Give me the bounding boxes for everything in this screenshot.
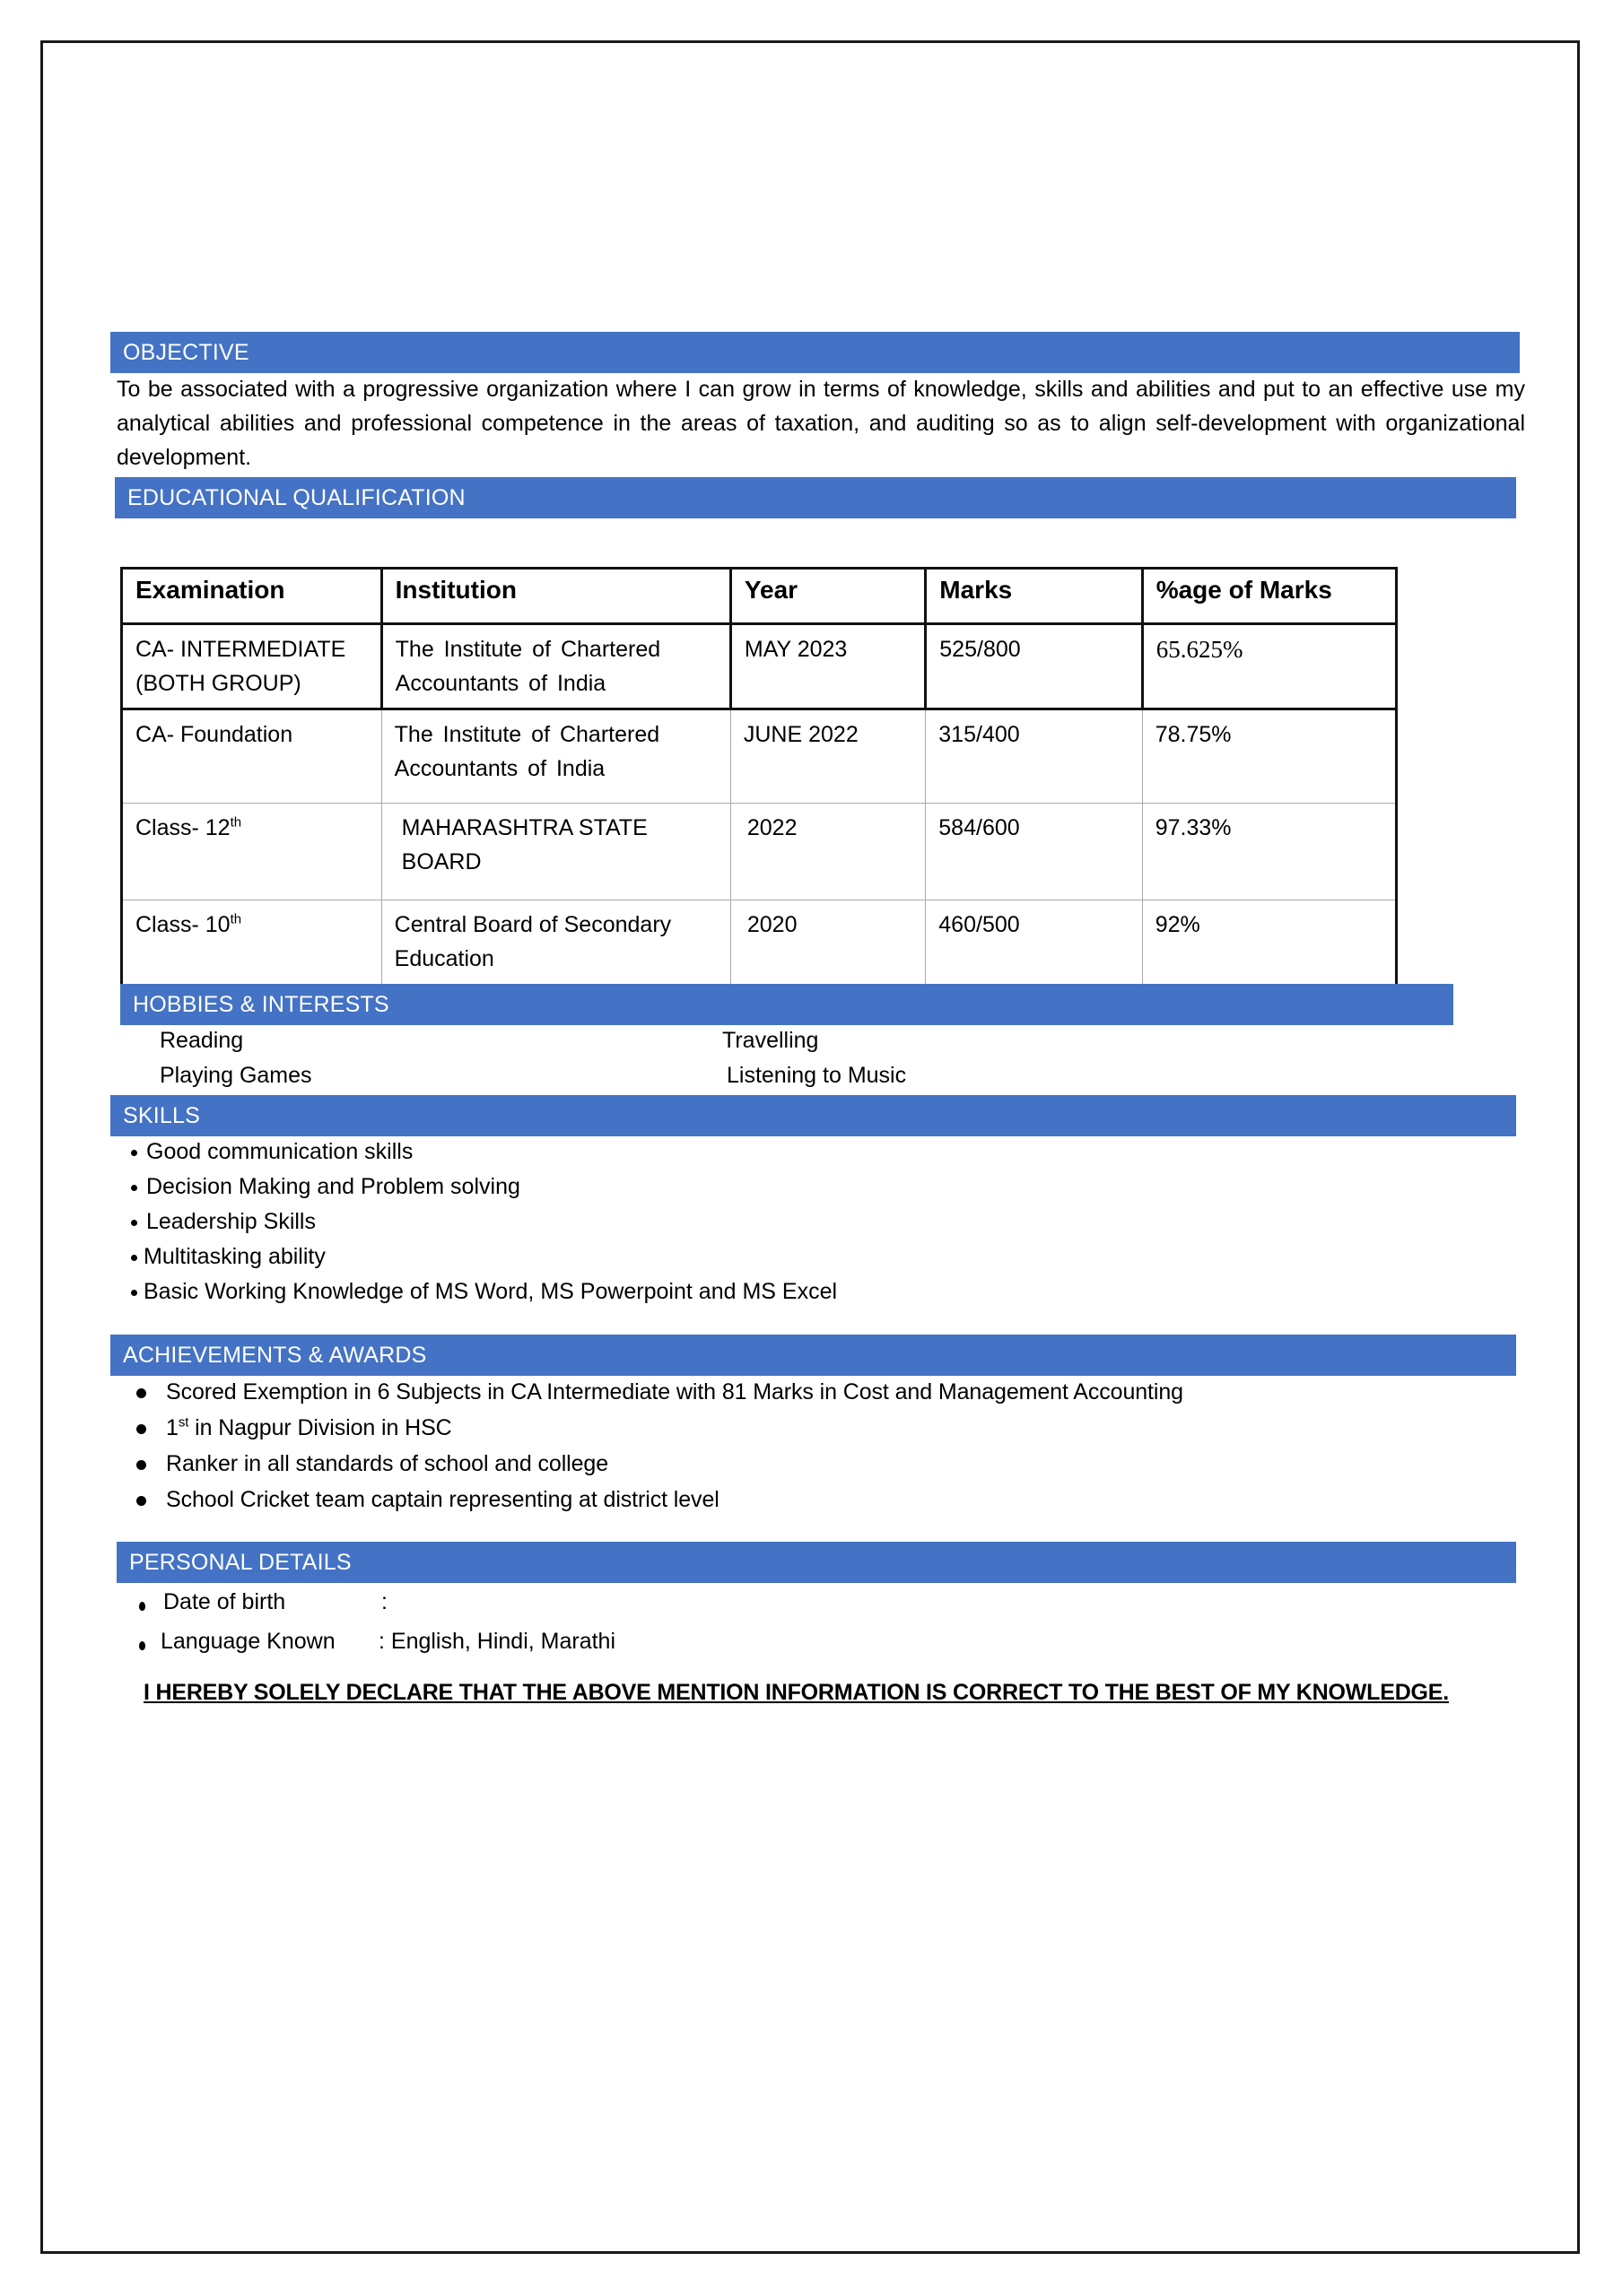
table-row — [122, 624, 1397, 709]
bullet-icon — [136, 1496, 146, 1506]
hobby-item: Listening to Music — [727, 1063, 907, 1088]
achievement-text: Scored Exemption in 6 Subjects in CA Intermediate with 81 Marks in Cost and Management Accounting — [166, 1379, 1183, 1405]
detail-value: : English, Hindi, Marathi — [379, 1629, 616, 1654]
detail-value: : — [381, 1589, 388, 1614]
skill-text: Multitasking ability — [144, 1244, 326, 1269]
skill-text: Decision Making and Problem solving — [146, 1174, 520, 1199]
cell-examination: CA- Foundation — [122, 709, 382, 804]
cell-institution: MAHARASHTRA STATE BOARD — [381, 804, 730, 900]
table-header-row — [122, 569, 1397, 624]
hobby-item: Travelling — [722, 1028, 819, 1053]
bullet-icon — [131, 1185, 137, 1191]
cell-institution: The Institute of Chartered Accountants of India — [381, 709, 730, 804]
column-header-marks: Marks — [926, 569, 1142, 624]
skills-list — [131, 1135, 837, 1309]
cell-year: JUNE 2022 — [730, 709, 925, 804]
declaration-text: I HEREBY SOLELY DECLARE THAT THE ABOVE MENTION INFORMATION IS CORRECT TO THE BEST OF MY KNOWLEDGE. — [144, 1680, 1450, 1705]
bullet-icon — [131, 1150, 137, 1156]
bullet-icon — [131, 1255, 137, 1261]
hobby-item: Playing Games — [160, 1063, 312, 1088]
hobby-item: Reading — [160, 1028, 244, 1053]
exam-ordinal: th — [230, 814, 242, 831]
achievement-text: 1 — [166, 1415, 179, 1440]
table-row — [122, 804, 1397, 900]
list-item — [131, 1170, 837, 1205]
detail-label: Date of birth — [163, 1589, 286, 1614]
cell-marks: 460/500 — [926, 900, 1142, 994]
detail-label: Language Known — [161, 1629, 336, 1654]
cell-year: 2022 — [730, 804, 925, 900]
cell-examination — [122, 804, 382, 900]
achievement-ordinal: st — [178, 1414, 189, 1431]
section-header-hobbies: HOBBIES & INTERESTS — [120, 984, 1453, 1025]
section-header-personal: PERSONAL DETAILS — [117, 1542, 1516, 1583]
bullet-icon — [136, 1424, 146, 1434]
cell-marks: 525/800 — [926, 624, 1142, 709]
objective-text: To be associated with a progressive organization where I can grow in terms of knowledge, skills and abilities and put to an effective use my analytical abilities and professional competence in the areas of taxation, and auditing so as to align self-development with organizational development. — [117, 377, 1525, 470]
list-item — [136, 1374, 1183, 1410]
cell-institution: Central Board of Secondary Education — [381, 900, 730, 994]
bullet-icon — [139, 1602, 145, 1611]
column-header-percentage: %age of Marks — [1142, 569, 1396, 624]
skill-text: Good communication skills — [146, 1139, 414, 1164]
list-item — [131, 1274, 837, 1309]
cell-year: MAY 2023 — [730, 624, 925, 709]
cell-marks: 315/400 — [926, 709, 1142, 804]
section-header-education: EDUCATIONAL QUALIFICATION — [115, 477, 1516, 518]
cell-examination — [122, 900, 382, 994]
list-item — [136, 1482, 1183, 1518]
bullet-icon — [139, 1641, 145, 1650]
cell-percentage: 78.75% — [1142, 709, 1396, 804]
achievement-text-cont: in Nagpur Division in HSC — [188, 1415, 452, 1440]
list-item — [131, 1135, 837, 1170]
cell-percentage: 92% — [1142, 900, 1396, 994]
cell-institution: The Institute of Chartered Accountants of India — [381, 624, 730, 709]
bullet-icon — [136, 1460, 146, 1470]
bullet-icon — [136, 1388, 146, 1398]
table-row — [122, 900, 1397, 994]
cell-year: 2020 — [730, 900, 925, 994]
column-header-examination: Examination — [122, 569, 382, 624]
list-item — [139, 1622, 615, 1661]
column-header-year: Year — [730, 569, 925, 624]
skill-text: Leadership Skills — [146, 1209, 316, 1234]
table-row — [122, 709, 1397, 804]
list-item — [139, 1582, 615, 1622]
exam-label: Class- 10 — [135, 912, 231, 937]
cell-marks: 584/600 — [926, 804, 1142, 900]
section-header-skills: SKILLS — [110, 1095, 1516, 1136]
achievements-list — [136, 1374, 1183, 1518]
section-header-achievements: ACHIEVEMENTS & AWARDS — [110, 1335, 1516, 1376]
bullet-icon — [131, 1290, 137, 1296]
exam-ordinal: th — [230, 911, 242, 927]
exam-label: Class- 12 — [135, 815, 231, 840]
section-header-objective: OBJECTIVE — [110, 332, 1520, 373]
achievement-text: Ranker in all standards of school and college — [166, 1451, 609, 1476]
personal-details-list — [139, 1582, 615, 1661]
cell-percentage: 97.33% — [1142, 804, 1396, 900]
list-item — [131, 1239, 837, 1274]
cell-percentage: 65.625% — [1142, 624, 1396, 709]
skill-text: Basic Working Knowledge of MS Word, MS Powerpoint and MS Excel — [144, 1279, 838, 1304]
achievement-text: School Cricket team captain representing at district level — [166, 1487, 719, 1512]
list-item — [136, 1410, 1183, 1446]
list-item — [136, 1446, 1183, 1482]
list-item — [131, 1205, 837, 1239]
column-header-institution: Institution — [381, 569, 730, 624]
cell-examination: CA- INTERMEDIATE (BOTH GROUP) — [122, 624, 382, 709]
education-table — [120, 567, 1398, 995]
bullet-icon — [131, 1220, 137, 1226]
